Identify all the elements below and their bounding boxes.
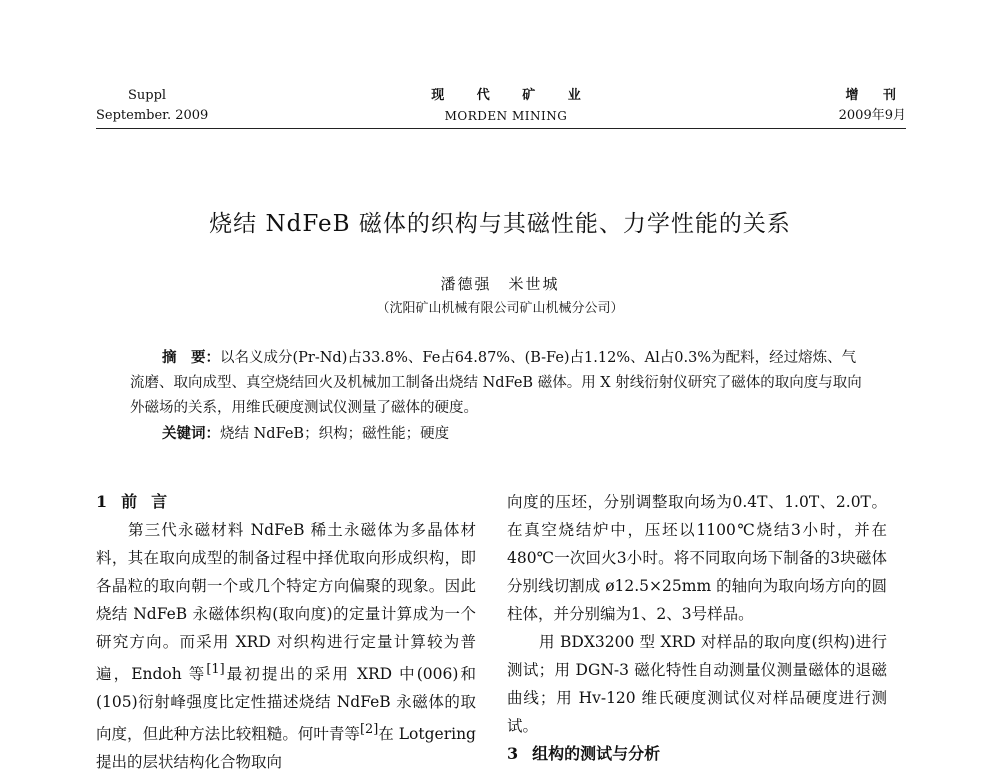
keywords-text: 烧结 NdFeB；织构；磁性能；硬度 xyxy=(220,426,450,442)
method-paragraph-1: 向度的压坯，分别调整取向场为0.4T、1.0T、2.0T。在真空烧结炉中，压坯以1100℃烧结3小时，并在480℃一次回火3小时。将不同取向场下制备的3块磁体分别线切割成 ø12.5×25mm 的轴向为取向场方向的圆柱体，并分别编为1、2、3号样品。 xyxy=(507,493,887,623)
abstract-paragraph xyxy=(130,345,870,421)
next-section-heading xyxy=(507,740,887,768)
supplement-label-cn: 增 刊 xyxy=(845,88,906,103)
abstract-block xyxy=(130,345,870,447)
article-title: 烧结 NdFeB 磁体的织构与其磁性能、力学性能的关系 xyxy=(209,211,791,237)
method-paragraph-2: 用 BDX3200 型 XRD 对样品的取向度(织构)进行测试；用 DGN-3 磁化特性自动测量仪测量磁体的退磁曲线；用 Hv-120 维氏硬度测试仪对样品硬度进行测试。 xyxy=(507,633,887,735)
header-center xyxy=(406,86,606,126)
section-paragraph xyxy=(96,516,476,776)
keywords-line xyxy=(130,421,870,447)
paragraph-text-part3: 在 Lotgering 提出的层状结构化合物取向 xyxy=(96,725,476,772)
paragraph-text-part1: 第三代永磁材料 NdFeB 稀土永磁体为多晶体材料，其在取向成型的制备过程中择优取向形成织构，即各晶粒的取向朝一个或几个特定方向偏聚的现象。因此烧结 NdFeB 永磁体织构(取向度)的定量计算成为一个研究方向。而采用 XRD 对织构进行定量计算较为普遍，Endoh 等 xyxy=(96,521,476,684)
section-title: 前言 xyxy=(121,492,182,511)
keywords-label: 关键词： xyxy=(162,425,220,442)
header-rule xyxy=(96,128,906,129)
issue-date-cn: 2009年9月 xyxy=(838,108,906,123)
journal-name-cn: 现 代 矿 业 xyxy=(431,88,595,103)
header-left xyxy=(96,86,208,126)
citation-ref-2: [2] xyxy=(359,722,379,738)
author-affiliation: （沈阳矿山机械有限公司矿山机械分公司） xyxy=(376,301,624,316)
abstract-text: 以名义成分(Pr-Nd)占33.8%、Fe占64.87%、(B-Fe)占1.12%、Al占0.3%为配料，经过熔炼、气流磨、取向成型、真空烧结回火及机械加工制备出烧结 NdFeB 磁体。用 X 射线衍射仪研究了磁体的取向度与取向外磁场的关系，用维氏硬度测试仪测量了磁体的硬度。 xyxy=(130,350,862,416)
right-column xyxy=(507,488,887,768)
next-section-number: 3 xyxy=(507,744,519,763)
issue-date-en: September. 2009 xyxy=(96,108,209,123)
running-header xyxy=(96,86,906,130)
supplement-label: Suppl xyxy=(128,88,167,103)
citation-ref-1: [1] xyxy=(206,662,225,677)
section-heading xyxy=(96,488,476,516)
abstract-label: 摘 要： xyxy=(162,349,220,366)
section-number: 1 xyxy=(96,492,108,511)
paragraph-text-part2: 最初提出的采用 XRD 中(006)和(105)衍射峰强度比定性描述烧结 NdFeB 永磁体的取向度，但此种方法比较粗糙。何叶青等 xyxy=(96,665,476,744)
next-section-title: 组构的测试与分析 xyxy=(532,744,661,763)
journal-name-en: MORDEN MINING xyxy=(444,109,568,123)
left-column xyxy=(96,488,476,776)
header-right xyxy=(839,86,906,126)
article-authors: 潘德强 米世城 xyxy=(440,275,560,293)
